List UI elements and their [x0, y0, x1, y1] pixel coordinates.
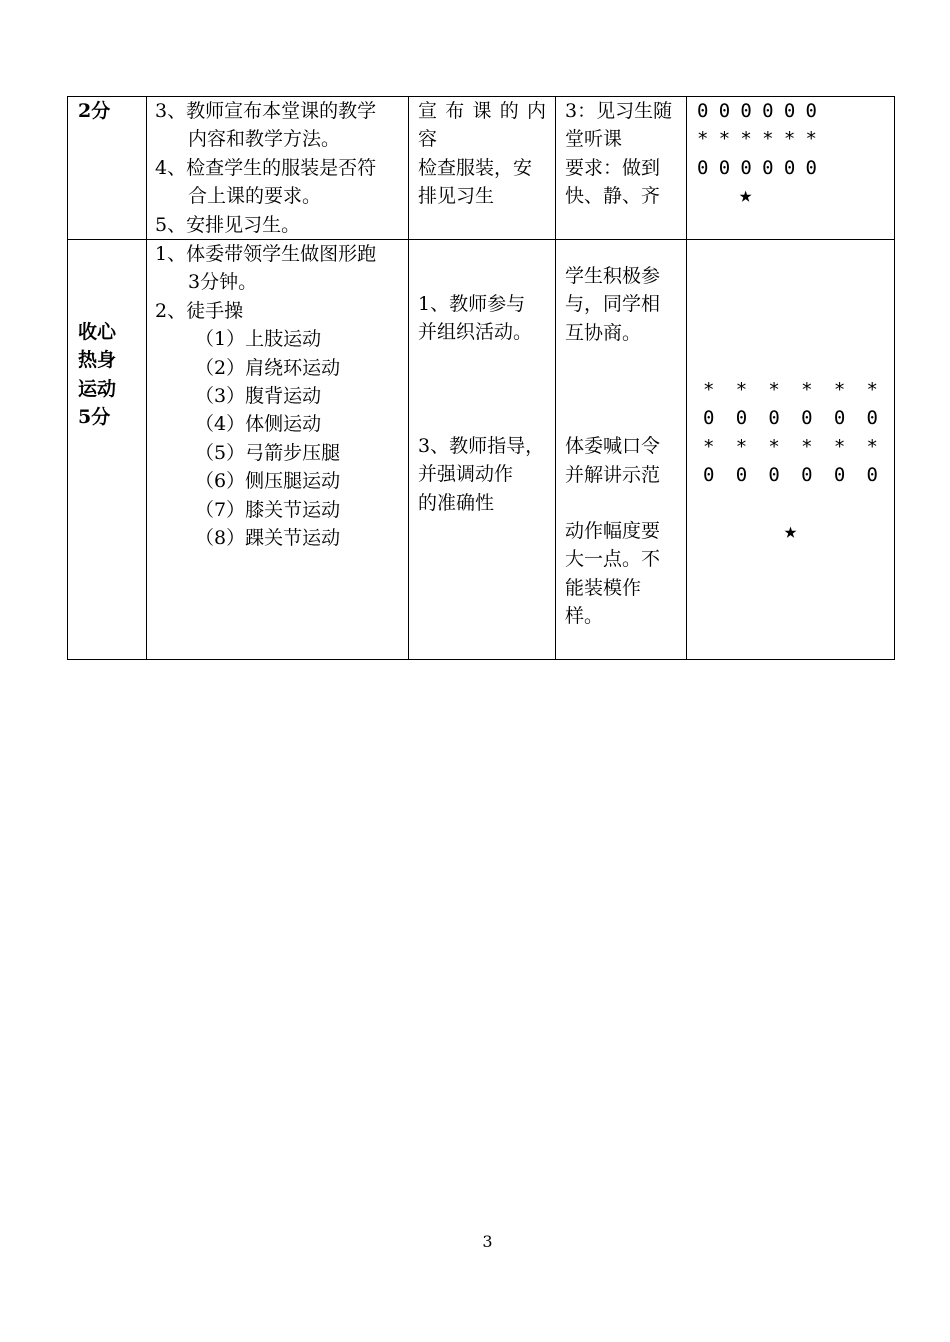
- student-mark: *: [783, 128, 796, 151]
- student-mark: *: [866, 435, 878, 458]
- content-line: 合上课的要求。: [188, 185, 322, 208]
- student-mark: 0: [697, 100, 709, 122]
- teacher-line: 3、教师指导，: [418, 434, 545, 457]
- content-line: 4、检查学生的服装是否符: [155, 156, 377, 179]
- content-line: （7）膝关节运动: [195, 498, 341, 521]
- student-mark: *: [801, 379, 813, 402]
- student-mark: 0: [735, 407, 748, 430]
- table-row: [68, 97, 895, 240]
- formation-row: [703, 461, 878, 489]
- student-mark: *: [735, 435, 748, 458]
- teacher-star-icon: ★: [783, 518, 798, 544]
- content-line: （4）体侧运动: [195, 413, 322, 436]
- teacher-line: 并强调动作: [418, 463, 514, 486]
- student-mark: *: [703, 379, 715, 402]
- formation-diagram: [687, 97, 817, 211]
- student-line: 体委喊口令: [565, 435, 661, 458]
- student-line: 要求：做到: [565, 156, 661, 179]
- student-line: 学生积极参: [565, 265, 661, 288]
- student-mark: *: [833, 379, 846, 402]
- teacher-line: 排见习生: [418, 185, 495, 208]
- teacher-line: 宣布课的内: [418, 100, 546, 122]
- content-line: 2、徒手操: [155, 299, 244, 322]
- student-mark: *: [801, 435, 813, 458]
- student-mark: 0: [833, 407, 846, 430]
- time-label: 运动: [78, 377, 117, 400]
- student-cell: [556, 97, 687, 240]
- time-cell: [68, 97, 147, 240]
- student-mark: 0: [697, 156, 709, 179]
- formation-cell: [687, 240, 895, 660]
- student-line: 3：见习生随: [565, 100, 673, 122]
- student-mark: *: [768, 379, 780, 402]
- content-line: 3、教师宣布本堂课的教学: [155, 100, 377, 122]
- student-line: 大一点。不: [565, 548, 661, 571]
- time-label: 5分: [78, 406, 111, 429]
- student-line: 能装模作: [565, 576, 642, 599]
- student-mark: 0: [762, 156, 774, 179]
- student-mark: 0: [783, 100, 796, 122]
- student-mark: 0: [762, 100, 774, 122]
- content-line: （6）侧压腿运动: [195, 470, 341, 493]
- student-mark: 0: [805, 100, 817, 122]
- student-line: 与，同学相: [565, 293, 661, 316]
- content-line: 3分钟。: [188, 271, 258, 294]
- student-line: 互协商。: [565, 321, 642, 344]
- student-mark: 0: [703, 407, 715, 430]
- student-mark: 0: [735, 464, 748, 487]
- content-line: （5）弓箭步压腿: [195, 441, 341, 464]
- formation-row: [697, 125, 817, 153]
- formation-row: [697, 97, 817, 125]
- content-line: （2）肩绕环运动: [195, 356, 341, 379]
- formation-cell: [687, 97, 895, 240]
- student-mark: 0: [718, 100, 731, 122]
- content-cell: [147, 240, 409, 660]
- content-line: （1）上肢运动: [195, 328, 322, 351]
- teacher-line: 检查服装，安: [418, 156, 533, 179]
- content-line: （3）腹背运动: [195, 385, 322, 408]
- formation-row: [703, 404, 878, 432]
- student-line: 动作幅度要: [565, 520, 661, 543]
- student-mark: 0: [866, 464, 878, 487]
- teacher-cell: [409, 97, 556, 240]
- student-mark: 0: [740, 156, 752, 179]
- student-mark: *: [718, 128, 731, 151]
- time-label: 收心: [78, 321, 117, 344]
- student-mark: *: [762, 128, 774, 151]
- student-mark: *: [833, 435, 846, 458]
- table-row: [68, 240, 895, 660]
- student-mark: 0: [718, 156, 731, 179]
- formation-row: [703, 433, 878, 461]
- student-mark: 0: [833, 464, 846, 487]
- teacher-line: 并组织活动。: [418, 321, 533, 344]
- student-mark: 0: [866, 407, 878, 430]
- student-mark: 0: [768, 464, 780, 487]
- page-number: 3: [482, 1232, 493, 1251]
- teacher-line: 1、教师参与: [418, 293, 526, 316]
- student-mark: 0: [801, 407, 813, 430]
- content-line: 1、体委带领学生做图形跑: [155, 243, 377, 266]
- student-mark: 0: [768, 407, 780, 430]
- content-cell: [147, 97, 409, 240]
- student-mark: *: [735, 379, 748, 402]
- student-line: 快、静、齐: [565, 185, 661, 208]
- student-mark: *: [697, 128, 709, 151]
- student-line: 堂听课: [565, 128, 623, 151]
- time-label: 2分: [78, 100, 111, 122]
- student-mark: *: [703, 435, 715, 458]
- student-mark: *: [768, 435, 780, 458]
- content-line: 内容和教学方法。: [188, 128, 341, 151]
- formation-row: [697, 154, 817, 182]
- teacher-star-icon: ★: [739, 183, 753, 209]
- time-cell: [68, 240, 147, 660]
- time-label: 热身: [78, 349, 117, 372]
- content-line: 5、安排见习生。: [155, 213, 301, 236]
- student-mark: *: [740, 128, 752, 151]
- student-mark: 0: [703, 464, 715, 487]
- student-line: 并解讲示范: [565, 463, 661, 486]
- student-cell: [556, 240, 687, 660]
- content-line: （8）踝关节运动: [195, 527, 341, 550]
- formation-diagram: [687, 240, 894, 546]
- student-mark: *: [805, 128, 817, 151]
- student-mark: *: [866, 379, 878, 402]
- teacher-cell: [409, 240, 556, 660]
- lesson-plan-table: [67, 96, 895, 660]
- teacher-line: 容: [418, 128, 438, 151]
- student-mark: 0: [801, 464, 813, 487]
- student-line: 样。: [565, 605, 604, 628]
- teacher-line: 的准确性: [418, 491, 495, 514]
- student-mark: 0: [740, 100, 752, 122]
- formation-row: [703, 376, 878, 404]
- student-mark: 0: [783, 156, 796, 179]
- student-mark: 0: [805, 156, 817, 179]
